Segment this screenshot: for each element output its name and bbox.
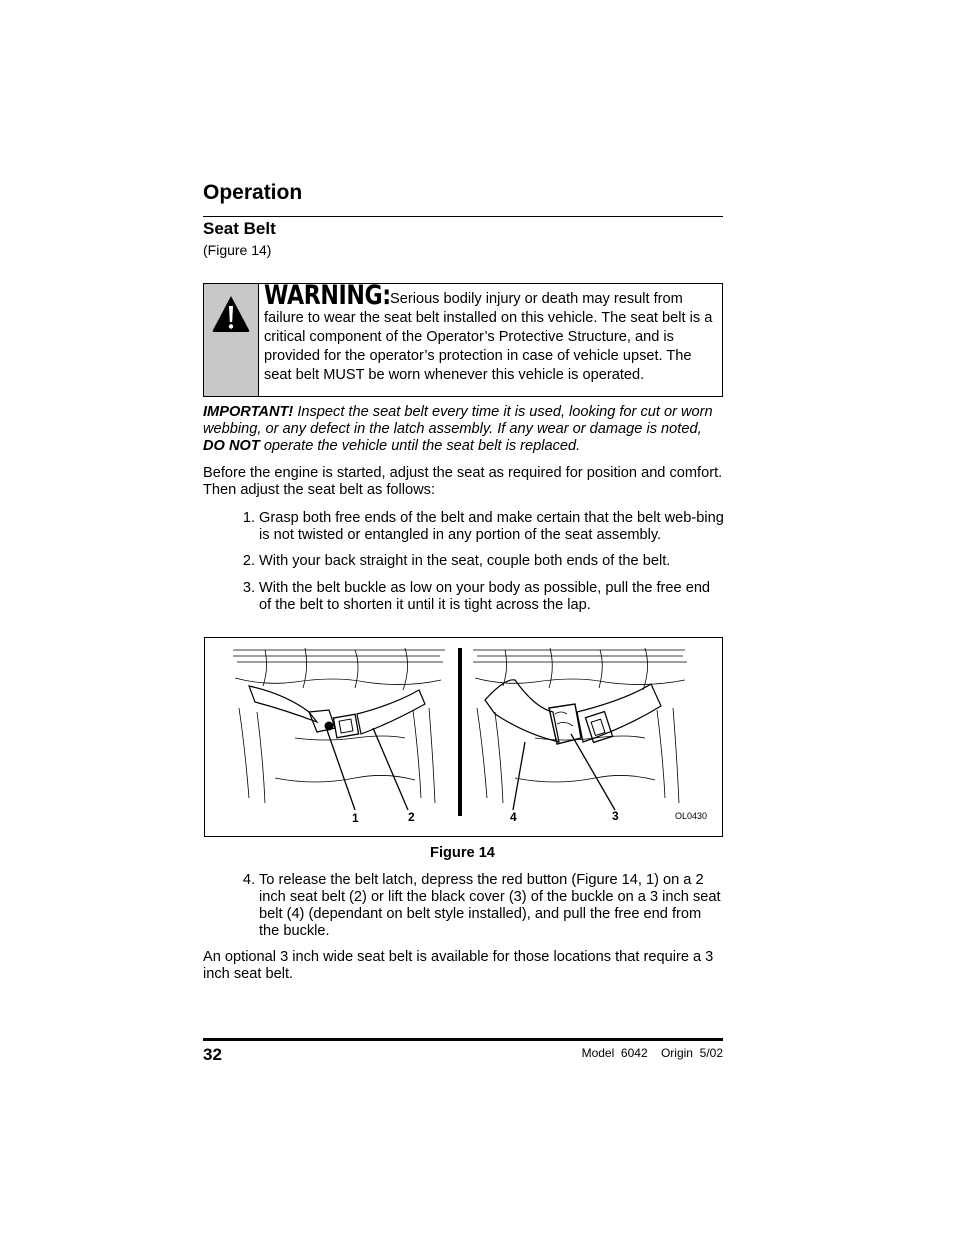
list-number: 2.	[242, 553, 255, 569]
warning-box	[203, 280, 723, 397]
list-item	[233, 580, 725, 614]
do-not-label: DO NOT	[203, 438, 260, 454]
list-item	[233, 553, 725, 570]
figure-14	[204, 637, 723, 837]
optional-note: An optional 3 inch wide seat belt is available for those locations that require a 3 inch seat belt.	[203, 949, 714, 982]
callout-1: 1	[352, 811, 359, 825]
model-info: Model 6042 Origin 5/02	[581, 1046, 723, 1060]
warning-label: WARNING:	[264, 280, 391, 311]
warning-text	[264, 280, 716, 385]
list-item	[233, 510, 725, 544]
warning-sidebar	[204, 284, 259, 396]
footer-rule	[203, 1038, 723, 1041]
callout-3: 3	[612, 809, 619, 823]
list-number: 3.	[242, 580, 255, 596]
page-number: 32	[203, 1045, 222, 1064]
warning-body: Serious bodily injury or death may result from failure to wear the seat belt installed on this vehicle. The seat belt is a critical component of the Operator’s Protective Structure, and is provided for the operator’s protection in case of vehicle upset. The seat belt MUST be worn whenever this vehicle is operated.	[264, 291, 713, 383]
important-text-2: operate the vehicle until the seat belt is replaced.	[259, 438, 581, 454]
important-note	[203, 404, 723, 455]
list-number: 1.	[242, 510, 255, 526]
seat-belt-illustration	[205, 638, 722, 836]
callout-2: 2	[408, 810, 415, 824]
callout-4: 4	[510, 810, 517, 824]
header-rule	[203, 216, 723, 217]
figure-caption: Figure 14	[430, 845, 495, 861]
intro-paragraph: Before the engine is started, adjust the seat as required for position and comfort. Then adjust the seat belt as follows:	[203, 465, 723, 498]
section-title: Operation	[203, 181, 303, 204]
figure-code: OL0430	[675, 811, 708, 821]
list-text: To release the belt latch, depress the red button (Figure 14, 1) on a 2 inch seat belt (2) or lift the black cover (3) of the buckle on a 3 inch seat belt (4) (dependant on belt style installed), and pull the free end from the buckle.	[259, 872, 721, 939]
list-text: With your back straight in the seat, couple both ends of the belt.	[259, 553, 671, 569]
important-label: IMPORTANT!	[203, 404, 294, 420]
list-text: Grasp both free ends of the belt and make certain that the belt web-bing is not twisted or entangled in any portion of the seat assembly.	[259, 510, 724, 543]
warning-triangle-icon	[211, 294, 251, 334]
list-item	[233, 872, 725, 940]
list-number: 4.	[242, 872, 255, 888]
list-text: With the belt buckle as low on your body as possible, pull the free end of the belt to shorten it until it is tight across the lap.	[259, 580, 711, 613]
figure-reference: (Figure 14)	[203, 242, 272, 258]
subsection-title: Seat Belt	[203, 219, 276, 238]
important-text-1: Inspect the seat belt every time it is used, looking for cut or worn webbing, or any defect in the latch assembly. If any wear or damage is noted,	[203, 404, 713, 437]
